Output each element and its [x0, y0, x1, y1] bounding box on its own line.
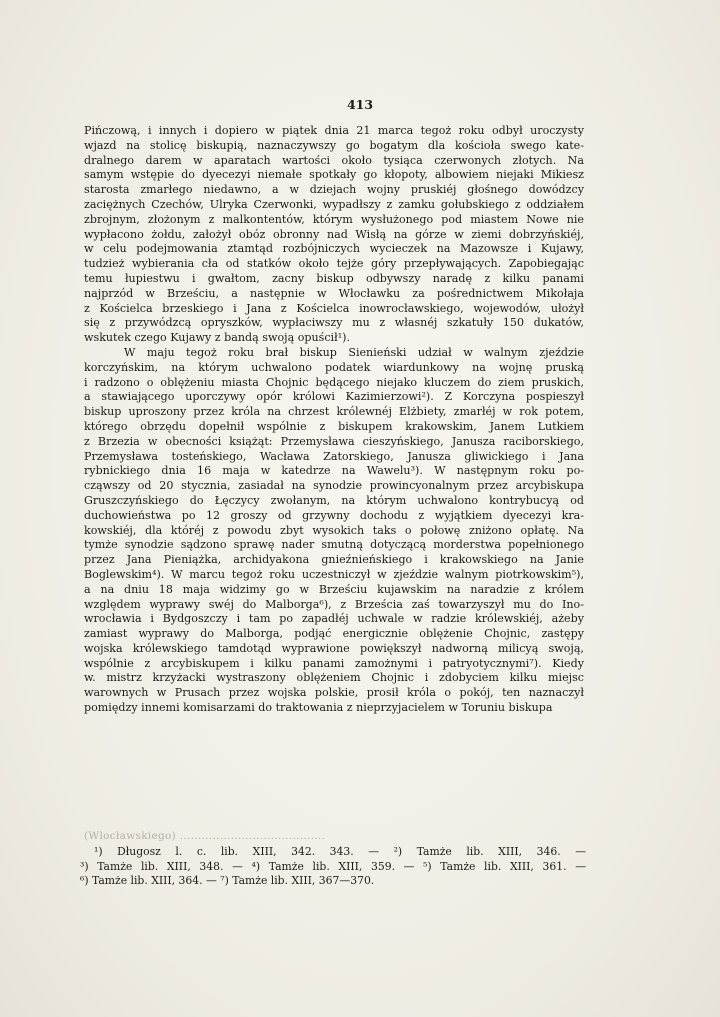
text-line: starosta zmarłego niedawno, a w dziejach wojny pruskiéj głośnego dowódzcy [84, 183, 584, 197]
text-line: się z przywódzcą opryszków, wypłaciwszy mu z własnéj szkatuły 150 dukatów, [84, 316, 584, 330]
text-line: z Brzezia w obecności książąt: Przemysława cieszyńskiego, Janusza raciborskiego, [84, 434, 584, 448]
text-line: wypłacono żołdu, założył obóz obronny nad Wisłą na górze w ziemi dobrzyńskiéj, [84, 227, 584, 241]
text-line: wojska królewskiego tamdotąd wyprawione powiększył nadworną milicyą swoją, [84, 641, 584, 655]
text-line: Pińczową, i innych i dopiero w piątek dnia 21 marca tegoż roku odbył uroczysty [84, 124, 584, 137]
footnote-line: ⁶) Tamże lib. XIII, 364. — ⁷) Tamże lib. XIII, 367—370. [80, 874, 375, 887]
text-line: a na dniu 18 maja widzimy go w Brześciu kujawskim na naradzie z królem [84, 582, 584, 596]
text-line: przez Jana Pieniążka, archidyakona gnieźnieńskiego i krakowskiego na Janie [84, 553, 584, 567]
text-line: Przemysława tosteńskiego, Wacława Zatorskiego, Janusza gliwickiego i Jana [84, 449, 584, 463]
body-text [84, 124, 584, 716]
text-line: Boglewskim⁴). W marcu tegoż roku uczestniczył w zjeździe walnym piotrkowskim⁵), [84, 567, 584, 581]
faded-bleedthrough-line: (Wlocławskiego) ........................................ [84, 830, 326, 842]
text-line: Gruszczyńskiego do Łęczycy zwołanym, na którym uchwalono kontrybucyą od [84, 493, 584, 507]
paragraph-2 [84, 346, 584, 716]
text-line: w. mistrz krzyżacki wystraszony oblężeniem Chojnic i zdobyciem kilku miejsc [84, 671, 584, 685]
text-line: wjazd na stolicę biskupią, naznaczywszy go bogatym dla kościoła swego kate- [84, 138, 584, 152]
text-line: zbrojnym, złożonym z malkontentów, którym wysłużonego pod miastem Nowe nie [84, 212, 584, 226]
text-line: wskutek czego Kujawy z bandą swoją opuścił¹). [84, 331, 350, 345]
text-line: tymże synodzie sądzono sprawę nader smutną dotyczącą morderstwa popełnionego [84, 538, 584, 552]
text-line: wspólnie z arcybiskupem i kilku panami zamożnymi i patryotycznymi⁷). Kiedy [84, 656, 584, 670]
text-line: warownych w Prusach przez wojska polskie, prosił króla o pokój, ten naznaczył [84, 686, 584, 700]
text-line: biskup uproszony przez króla na chrzest królewnéj Elżbiety, zmarłéj w rok potem, [84, 405, 584, 419]
text-line: duchowieństwa po 12 groszy od grzywny dochodu z wyjątkiem dyecezyi kra- [84, 508, 584, 522]
footnotes [80, 845, 586, 889]
text-line: cząwszy od 20 stycznia, zasiadał na synodzie prowincyonalnym przez arcybiskupa [84, 479, 584, 493]
text-line: samym wstępie do dyecezyi niemałe spotkały go kłopoty, albowiem niejaki Mikiesz [84, 168, 584, 182]
paragraph-1 [84, 124, 584, 346]
text-line: kowskiéj, dla któréj z powodu zbyt wysokich taks o połowę zniżono opłatę. Na [84, 523, 584, 537]
footnote-line: ³) Tamże lib. XIII, 348. — ⁴) Tamże lib. XIII, 359. — ⁵) Tamże lib. XIII, 361. — [80, 859, 586, 873]
text-line: z Kościelca brzeskiego i Jana z Kościelca inowrocławskiego, wojewodów, ułożył [84, 301, 584, 315]
text-line: a stawiającego uporczywy opór królowi Kazimierzowi²). Z Korczyna pospieszył [84, 390, 584, 404]
text-line: którego obrzędu dopełnił wspólnie z biskupem krakowskim, Janem Lutkiem [84, 419, 584, 433]
text-line: rybnickiego dnia 16 maja w katedrze na Wawelu³). W następnym roku po- [84, 464, 584, 478]
text-line: zaciężnych Czechów, Ulryka Czerwonki, wypadłszy z zamku gołubskiego z oddziałem [84, 197, 584, 211]
text-line: wrocławia i Bydgoszczy i tam po zapadłéj uchwale w radzie królewskiéj, ażeby [84, 612, 584, 626]
text-line: pomiędzy innemi komisarzami do traktowania z nieprzyjacielem w Toruniu biskupa [84, 701, 553, 715]
text-line: zamiast wyprawy do Malborga, podjąć energicznie oblężenie Chojnic, zastępy [84, 627, 584, 641]
text-line: korczyńskim, na którym uchwalono podatek wiardunkowy na wojnę pruską [84, 360, 584, 374]
text-line: względem wyprawy swéj do Malborga⁶), z Brześcia zaś towarzyszył mu do Ino- [84, 597, 584, 611]
text-line: w celu podejmowania ztamtąd rozbójniczych wycieczek na Mazowsze i Kujawy, [84, 242, 584, 256]
text-line: najprzód w Brześciu, a następnie w Włocławku za pośrednictwem Mikołaja [84, 286, 584, 300]
text-line: temu łupiestwu i gwałtom, zacny biskup odbywszy naradę z kilku panami [84, 271, 584, 285]
page-number: 413 [346, 97, 374, 112]
text-line: tudzież wybierania cła od statków około tejże góry przepływających. Zapobiegając [84, 257, 584, 271]
text-line: W maju tegoż roku brał biskup Sienieński udział w walnym zjeździe [124, 345, 584, 359]
footnote-line: ¹) Długosz l. c. lib. XIII, 342. 343. — ²) Tamże lib. XIII, 346. — [94, 845, 586, 858]
text-line: dralnego darem w aparatach wartości około tysiąca czerwonych złotych. Na [84, 153, 584, 167]
text-line: i radzono o oblężeniu miasta Chojnic będącego niejako kluczem do ziem pruskich, [84, 375, 584, 389]
